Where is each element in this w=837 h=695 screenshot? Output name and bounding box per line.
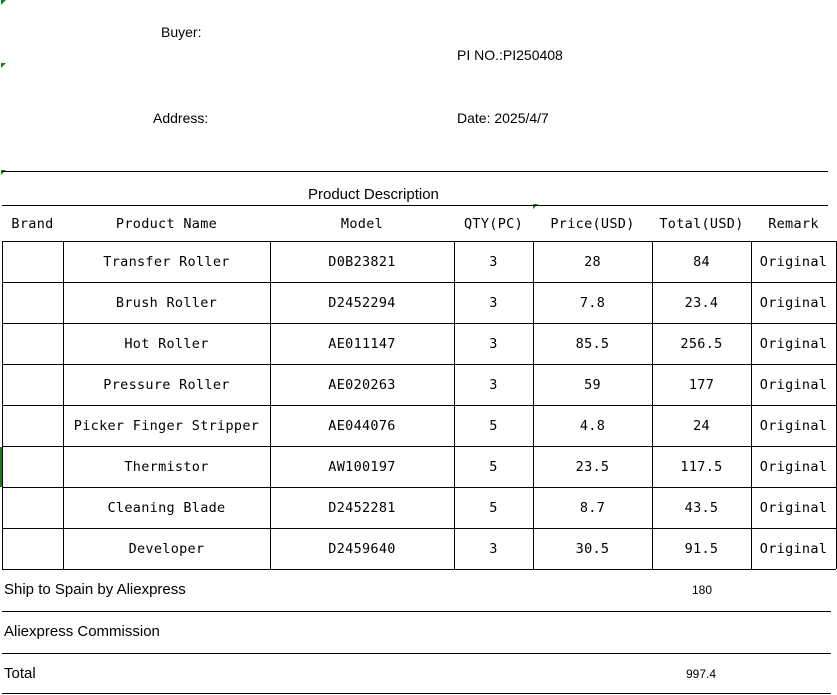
- grid-line: [454, 241, 455, 569]
- cell-model[interactable]: AE020263: [328, 376, 396, 393]
- cell-brand[interactable]: [2, 487, 63, 528]
- grid-line: [2, 323, 836, 324]
- grid-line: [2, 241, 836, 242]
- column-header-model: Model: [340, 215, 384, 232]
- cell-total[interactable]: 117.5: [680, 458, 723, 475]
- column-header-product-name: Product Name: [115, 215, 218, 232]
- column-header-total: Total(USD): [659, 215, 744, 232]
- cell-product-name[interactable]: Cleaning Blade: [107, 499, 226, 516]
- cell-qty[interactable]: 5: [489, 499, 498, 516]
- cell-remark[interactable]: Original: [759, 458, 828, 475]
- cell-price[interactable]: 7.8: [579, 294, 606, 311]
- cell-remark[interactable]: Original: [759, 335, 828, 352]
- cell-remark[interactable]: Original: [759, 253, 828, 270]
- cell-qty[interactable]: 3: [489, 376, 498, 393]
- grid-line: [270, 241, 271, 569]
- grid-line: [2, 569, 836, 570]
- grid-line: [751, 241, 752, 569]
- cell-total[interactable]: 91.5: [684, 540, 719, 557]
- cell-product-name[interactable]: Transfer Roller: [103, 253, 230, 270]
- cell-price[interactable]: 23.5: [575, 458, 610, 475]
- cell-brand[interactable]: [2, 446, 63, 487]
- divider: [2, 171, 828, 172]
- total-value: 997.4: [686, 667, 717, 681]
- column-header-brand: Brand: [11, 215, 54, 232]
- grid-line: [63, 241, 64, 569]
- cell-remark[interactable]: Original: [759, 294, 828, 311]
- cell-total[interactable]: 23.4: [684, 294, 719, 311]
- cell-price[interactable]: 85.5: [575, 335, 610, 352]
- grid-line: [2, 405, 836, 406]
- column-header-qty: QTY(PC): [464, 215, 523, 232]
- invoice-date: Date: 2025/4/7: [457, 110, 549, 126]
- cell-qty[interactable]: 3: [489, 540, 498, 557]
- grid-line: [2, 241, 3, 569]
- grid-line: [2, 487, 836, 488]
- cell-total[interactable]: 177: [688, 376, 715, 393]
- cell-brand[interactable]: [2, 405, 63, 446]
- cell-remark[interactable]: Original: [759, 540, 828, 557]
- cell-product-name[interactable]: Pressure Roller: [103, 376, 230, 393]
- divider: [2, 611, 831, 612]
- cell-marker-icon: [1, 0, 6, 5]
- cell-brand[interactable]: [2, 364, 63, 405]
- shipping-label: Ship to Spain by Aliexpress: [4, 581, 186, 598]
- grid-line: [2, 364, 836, 365]
- cell-total[interactable]: 84: [693, 253, 710, 270]
- buyer-label: Buyer:: [161, 24, 202, 40]
- cell-product-name[interactable]: Developer: [128, 540, 205, 557]
- cell-qty[interactable]: 5: [489, 458, 498, 475]
- cell-qty[interactable]: 3: [489, 294, 498, 311]
- cell-total[interactable]: 24: [693, 417, 710, 434]
- grid-line: [2, 446, 836, 447]
- grid-line: [2, 282, 836, 283]
- pi-number: PI NO.:PI250408: [457, 47, 563, 63]
- cell-product-name[interactable]: Picker Finger Stripper: [73, 417, 260, 434]
- cell-price[interactable]: 59: [584, 376, 601, 393]
- cell-model[interactable]: AE044076: [328, 417, 396, 434]
- cell-product-name[interactable]: Thermistor: [124, 458, 209, 475]
- cell-model[interactable]: D2452281: [328, 499, 396, 516]
- commission-label: Aliexpress Commission: [4, 623, 160, 640]
- column-header-price: Price(USD): [550, 215, 635, 232]
- divider: [2, 653, 831, 654]
- cell-product-name[interactable]: Brush Roller: [115, 294, 218, 311]
- cell-marker-icon: [1, 63, 6, 68]
- cell-model[interactable]: AW100197: [328, 458, 396, 475]
- cell-model[interactable]: D2459640: [328, 540, 396, 557]
- cell-brand[interactable]: [2, 241, 63, 282]
- cell-remark[interactable]: Original: [759, 499, 828, 516]
- cell-model[interactable]: AE011147: [328, 335, 396, 352]
- grid-line: [652, 241, 653, 569]
- cell-total[interactable]: 256.5: [680, 335, 723, 352]
- cell-price[interactable]: 8.7: [579, 499, 606, 516]
- cell-model[interactable]: D0B23821: [328, 253, 396, 270]
- grid-line: [2, 528, 836, 529]
- shipping-value: 180: [692, 583, 713, 597]
- cell-product-name[interactable]: Hot Roller: [124, 335, 209, 352]
- table-title: Product Description: [308, 186, 439, 203]
- cell-brand[interactable]: [2, 323, 63, 364]
- cell-qty[interactable]: 3: [489, 335, 498, 352]
- cell-brand[interactable]: [2, 528, 63, 569]
- cell-qty[interactable]: 3: [489, 253, 498, 270]
- cell-price[interactable]: 30.5: [575, 540, 610, 557]
- divider: [2, 693, 831, 694]
- cell-model[interactable]: D2452294: [328, 294, 396, 311]
- cell-price[interactable]: 28: [584, 253, 601, 270]
- column-header-remark: Remark: [768, 215, 819, 232]
- cell-qty[interactable]: 5: [489, 417, 498, 434]
- total-label: Total: [4, 665, 36, 682]
- grid-line: [533, 241, 534, 569]
- address-label: Address:: [153, 110, 209, 126]
- cell-total[interactable]: 43.5: [684, 499, 719, 516]
- cell-remark[interactable]: Original: [759, 417, 828, 434]
- cell-remark[interactable]: Original: [759, 376, 828, 393]
- cell-price[interactable]: 4.8: [579, 417, 606, 434]
- cell-brand[interactable]: [2, 282, 63, 323]
